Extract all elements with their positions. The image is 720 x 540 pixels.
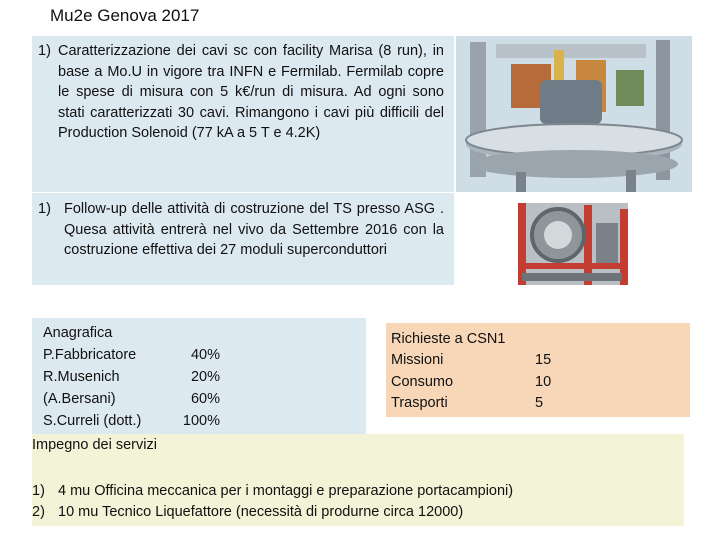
richieste-value-2: 10 bbox=[535, 374, 552, 390]
item2-number: 1) bbox=[38, 201, 51, 217]
anagrafica-value-4: 100% bbox=[182, 413, 220, 429]
anagrafica-box bbox=[32, 318, 366, 436]
anagrafica-value-3: 60% bbox=[190, 391, 220, 407]
item2-box bbox=[32, 193, 454, 285]
servizi-item-1-text: 4 mu Officina meccanica per i montaggi e preparazione portacampioni) bbox=[58, 483, 514, 499]
anagrafica-name-3: (A.Bersani) bbox=[43, 391, 116, 407]
richieste-name-2: Consumo bbox=[391, 374, 454, 390]
richieste-value-3: 5 bbox=[535, 395, 544, 411]
servizi-item-2-text: 10 mu Tecnico Liquefattore (necessità di produrne circa 12000) bbox=[58, 504, 464, 520]
item1-text: Caratterizzazione dei cavi sc con facility Marisa (8 run), in base a Mo.U in vigore tra INFN e Fermilab. Fermilab copre le spese di misura con 5 k€/run di misura. Ad ogni sono stati caratterizzati 30 cavi. Rimangono i cavi più difficili del Production Solenoid (77 kA a 5 T e 4.2K) bbox=[58, 43, 444, 141]
richieste-value-1: 15 bbox=[535, 352, 552, 368]
servizi-box bbox=[32, 434, 684, 526]
richieste-name-1: Missioni bbox=[391, 352, 444, 368]
anagrafica-name-4: S.Curreli (dott.) bbox=[43, 413, 142, 429]
anagrafica-name-2: R.Musenich bbox=[43, 369, 120, 385]
servizi-item-2-number: 2) bbox=[32, 504, 45, 520]
item2-text: Follow-up delle attività di costruzione del TS presso ASG . Quesa attività entrerà nel vivo da Settembre 2016 con la costruzione effettiva dei 27 moduli superconduttori bbox=[64, 201, 444, 258]
servizi-item-1-number: 1) bbox=[32, 483, 45, 499]
item1-box bbox=[32, 36, 454, 192]
anagrafica-value-2: 20% bbox=[190, 369, 220, 385]
servizi-heading: Impegno dei servizi bbox=[32, 437, 157, 453]
anagrafica-heading: Anagrafica bbox=[43, 325, 113, 341]
richieste-heading: Richieste a CSN1 bbox=[391, 331, 506, 347]
richieste-box bbox=[386, 323, 690, 417]
anagrafica-value-1: 40% bbox=[190, 347, 220, 363]
richieste-name-3: Trasporti bbox=[391, 395, 448, 411]
anagrafica-name-1: P.Fabbricatore bbox=[43, 347, 137, 363]
item1-number: 1) bbox=[38, 43, 51, 59]
superconducting-module-photo bbox=[456, 193, 692, 285]
cable-test-facility-photo bbox=[456, 36, 692, 192]
slide-title: Mu2e Genova 2017 bbox=[50, 6, 200, 25]
